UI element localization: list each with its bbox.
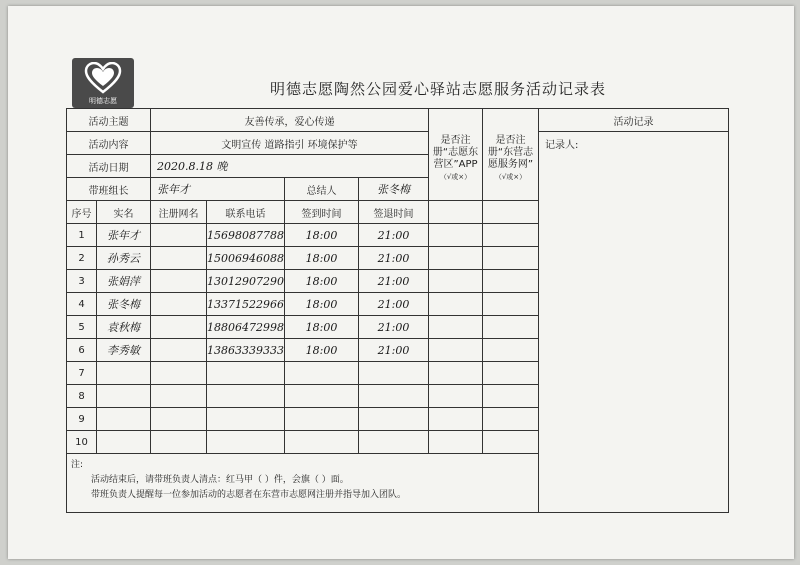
row-app: [429, 247, 483, 270]
row-signout: [359, 385, 429, 408]
row-net: [483, 362, 539, 385]
row-net: [483, 431, 539, 454]
leader-value: 张年才: [151, 178, 285, 201]
summary-label: 总结人: [285, 178, 359, 201]
row-net: [483, 270, 539, 293]
net-question-text: 是否注册“东营志愿服务网”: [487, 135, 534, 170]
row-signin: 18:00: [285, 270, 359, 293]
app-question-text: 是否注册“志愿东营区”APP: [432, 135, 479, 170]
content-value: 文明宣传 道路指引 环境保护等: [151, 132, 429, 155]
row-netname: [151, 247, 207, 270]
col-net-empty: [483, 201, 539, 224]
row-number: 7: [67, 362, 97, 385]
row-app: [429, 270, 483, 293]
row-number: 10: [67, 431, 97, 454]
notes-row: [67, 454, 729, 513]
row-net: [483, 293, 539, 316]
row-signout: 21:00: [359, 339, 429, 362]
record-header: 活动记录: [539, 109, 729, 132]
row-name: [97, 431, 151, 454]
row-net: [483, 408, 539, 431]
row-netname: [151, 362, 207, 385]
row-net: [483, 224, 539, 247]
app-question: [429, 109, 483, 201]
content-label: 活动内容: [67, 132, 151, 155]
row-name: 张年才: [97, 224, 151, 247]
row-phone: [207, 431, 285, 454]
row-signin: 18:00: [285, 293, 359, 316]
row-number: 2: [67, 247, 97, 270]
row-netname: [151, 431, 207, 454]
row-number: 6: [67, 339, 97, 362]
theme-label: 活动主题: [67, 109, 151, 132]
recorder-label: 记录人:: [545, 140, 579, 151]
row-netname: [151, 339, 207, 362]
row-name: 袁秋梅: [97, 316, 151, 339]
row-number: 5: [67, 316, 97, 339]
row-phone: 18806472998: [207, 316, 285, 339]
net-hint: （√或×）: [494, 173, 527, 181]
col-netname: 注册网名: [151, 201, 207, 224]
row-phone: 15006946088: [207, 247, 285, 270]
row-app: [429, 385, 483, 408]
row-signin: [285, 408, 359, 431]
row-signout: 21:00: [359, 293, 429, 316]
summary-value: 张冬梅: [359, 178, 429, 201]
row-phone: [207, 385, 285, 408]
row-netname: [151, 270, 207, 293]
note-line-1: 活动结束后，请带班负责人清点：红马甲（ ）件，会旗（ ）面。: [91, 475, 349, 485]
row-netname: [151, 316, 207, 339]
row-signout: [359, 431, 429, 454]
row-signout: 21:00: [359, 247, 429, 270]
row-number: 3: [67, 270, 97, 293]
row-signin: 18:00: [285, 224, 359, 247]
row-number: 9: [67, 408, 97, 431]
row-signin: [285, 431, 359, 454]
form-title: 明德志愿陶然公园爱心驿站志愿服务活动记录表: [269, 80, 606, 98]
row-app: [429, 431, 483, 454]
notes-cell: [67, 454, 729, 513]
row-phone: 15698087788: [207, 224, 285, 247]
volunteer-logo: [72, 58, 134, 108]
col-name: 实名: [97, 201, 151, 224]
row-phone: 13863339333: [207, 339, 285, 362]
row-phone: 13012907290: [207, 270, 285, 293]
row-number: 4: [67, 293, 97, 316]
row-signout: [359, 362, 429, 385]
theme-value: 友善传承，爱心传递: [151, 109, 429, 132]
record-table: [66, 108, 729, 513]
row-signout: 21:00: [359, 270, 429, 293]
row-net: [483, 316, 539, 339]
col-signout: 签退时间: [359, 201, 429, 224]
date-value: 2020.8.18 晚: [151, 155, 429, 178]
row-signin: 18:00: [285, 316, 359, 339]
row-app: [429, 408, 483, 431]
row-app: [429, 316, 483, 339]
col-phone: 联系电话: [207, 201, 285, 224]
row-name: 张娟萍: [97, 270, 151, 293]
row-app: [429, 293, 483, 316]
row-app: [429, 339, 483, 362]
row-app: [429, 362, 483, 385]
col-seq: 序号: [67, 201, 97, 224]
row-phone: [207, 408, 285, 431]
row-signin: [285, 362, 359, 385]
row-app: [429, 224, 483, 247]
row-netname: [151, 385, 207, 408]
row-netname: [151, 408, 207, 431]
row-net: [483, 339, 539, 362]
row-netname: [151, 293, 207, 316]
row-phone: [207, 362, 285, 385]
row-name: [97, 408, 151, 431]
row-name: [97, 385, 151, 408]
row-name: 孙秀云: [97, 247, 151, 270]
row-signin: 18:00: [285, 247, 359, 270]
note-line-2: 带班负责人提醒每一位参加活动的志愿者在东营市志愿网注册并指导加入团队。: [91, 490, 407, 500]
row-number: 8: [67, 385, 97, 408]
row-phone: 13371522966: [207, 293, 285, 316]
col-app-empty: [429, 201, 483, 224]
row-signout: [359, 408, 429, 431]
row-name: [97, 362, 151, 385]
row-signin: 18:00: [285, 339, 359, 362]
row-signout: 21:00: [359, 316, 429, 339]
col-signin: 签到时间: [285, 201, 359, 224]
row-number: 1: [67, 224, 97, 247]
leader-label: 带班组长: [67, 178, 151, 201]
logo-text: 明德志愿: [89, 97, 117, 105]
row-name: 李秀敏: [97, 339, 151, 362]
row-signin: [285, 385, 359, 408]
row-net: [483, 247, 539, 270]
heart-icon: [84, 62, 122, 94]
row-name: 张冬梅: [97, 293, 151, 316]
app-hint: （√或×）: [439, 173, 472, 181]
date-label: 活动日期: [67, 155, 151, 178]
row-net: [483, 385, 539, 408]
row-netname: [151, 224, 207, 247]
notes-title: 注:: [71, 460, 84, 470]
row-signout: 21:00: [359, 224, 429, 247]
net-question: [483, 109, 539, 201]
